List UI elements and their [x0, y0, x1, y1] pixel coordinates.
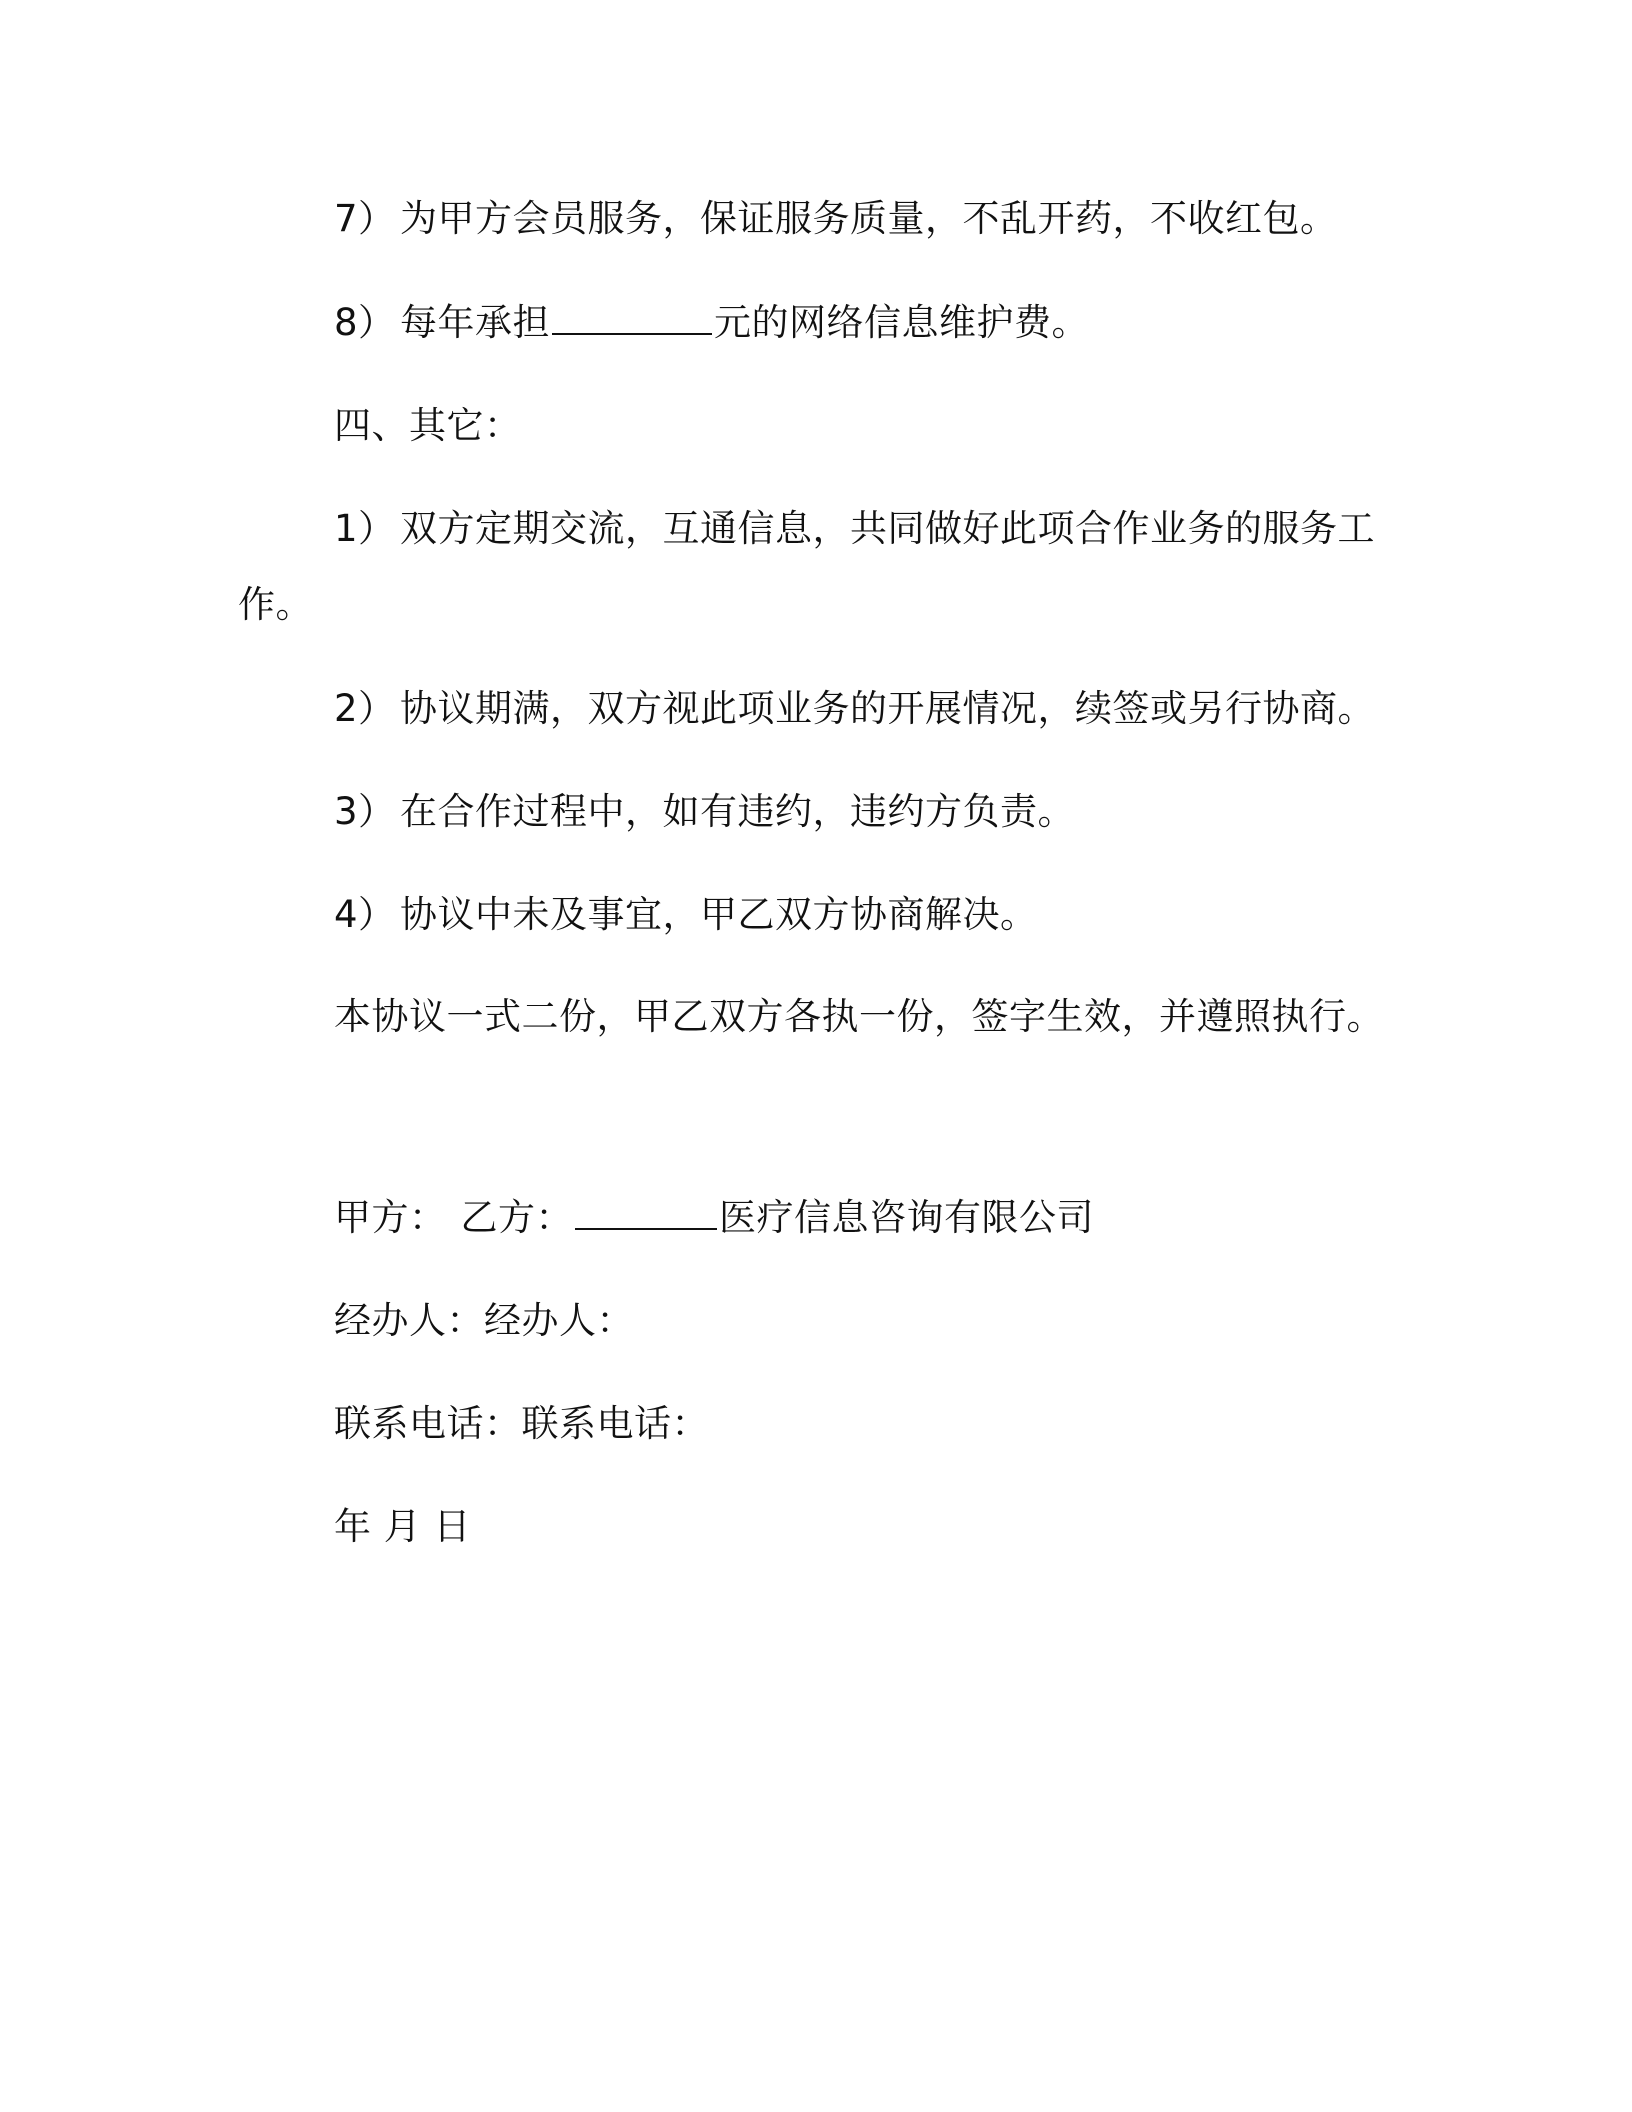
- clause-text: 双方定期交流，互通信息，共同做好此项合作业务的服务工: [400, 507, 1375, 550]
- other-clause-1: [334, 506, 1375, 552]
- agent-line: 经办人：经办人：: [334, 1299, 634, 1342]
- party-b-company: 医疗信息咨询有限公司: [719, 1196, 1094, 1239]
- clause-text-before: 每年承担: [400, 301, 550, 344]
- other-clause-4: [334, 892, 1038, 938]
- phone-line: 联系电话：联系电话：: [334, 1402, 709, 1445]
- date-line: 年 月 日: [334, 1505, 472, 1548]
- fill-in-blank: [575, 1198, 717, 1230]
- clause-text: 为甲方会员服务，保证服务质量，不乱开药，不收红包。: [400, 197, 1338, 240]
- closing-statement: 本协议一式二份，甲乙双方各执一份，签字生效，并遵照执行。: [334, 995, 1384, 1038]
- clause-number: 7）: [334, 197, 396, 240]
- clause-number: 3）: [334, 790, 396, 833]
- clause-7: [334, 196, 1338, 242]
- other-clause-3: [334, 789, 1075, 835]
- section-heading: 四、其它：: [334, 404, 522, 447]
- clause-number: 2）: [334, 687, 396, 730]
- clause-text: 协议期满，双方视此项业务的开展情况，续签或另行协商。: [400, 687, 1375, 730]
- clause-text-after: 元的网络信息维护费。: [714, 301, 1089, 344]
- fill-in-blank: [552, 303, 712, 335]
- clause-number: 4）: [334, 893, 396, 936]
- clause-text: 在合作过程中，如有违约，违约方负责。: [400, 790, 1075, 833]
- party-a-label: 甲方：: [334, 1196, 447, 1239]
- party-b-label: 乙方：: [460, 1196, 573, 1239]
- clause-number: 1）: [334, 507, 396, 550]
- party-signature-line: [334, 1195, 1094, 1241]
- other-clause-2: [334, 686, 1375, 732]
- clause-number: 8）: [334, 301, 396, 344]
- other-clause-1-continuation: 作。: [238, 583, 313, 626]
- clause-text: 协议中未及事宜，甲乙双方协商解决。: [400, 893, 1038, 936]
- clause-8: [334, 300, 1089, 346]
